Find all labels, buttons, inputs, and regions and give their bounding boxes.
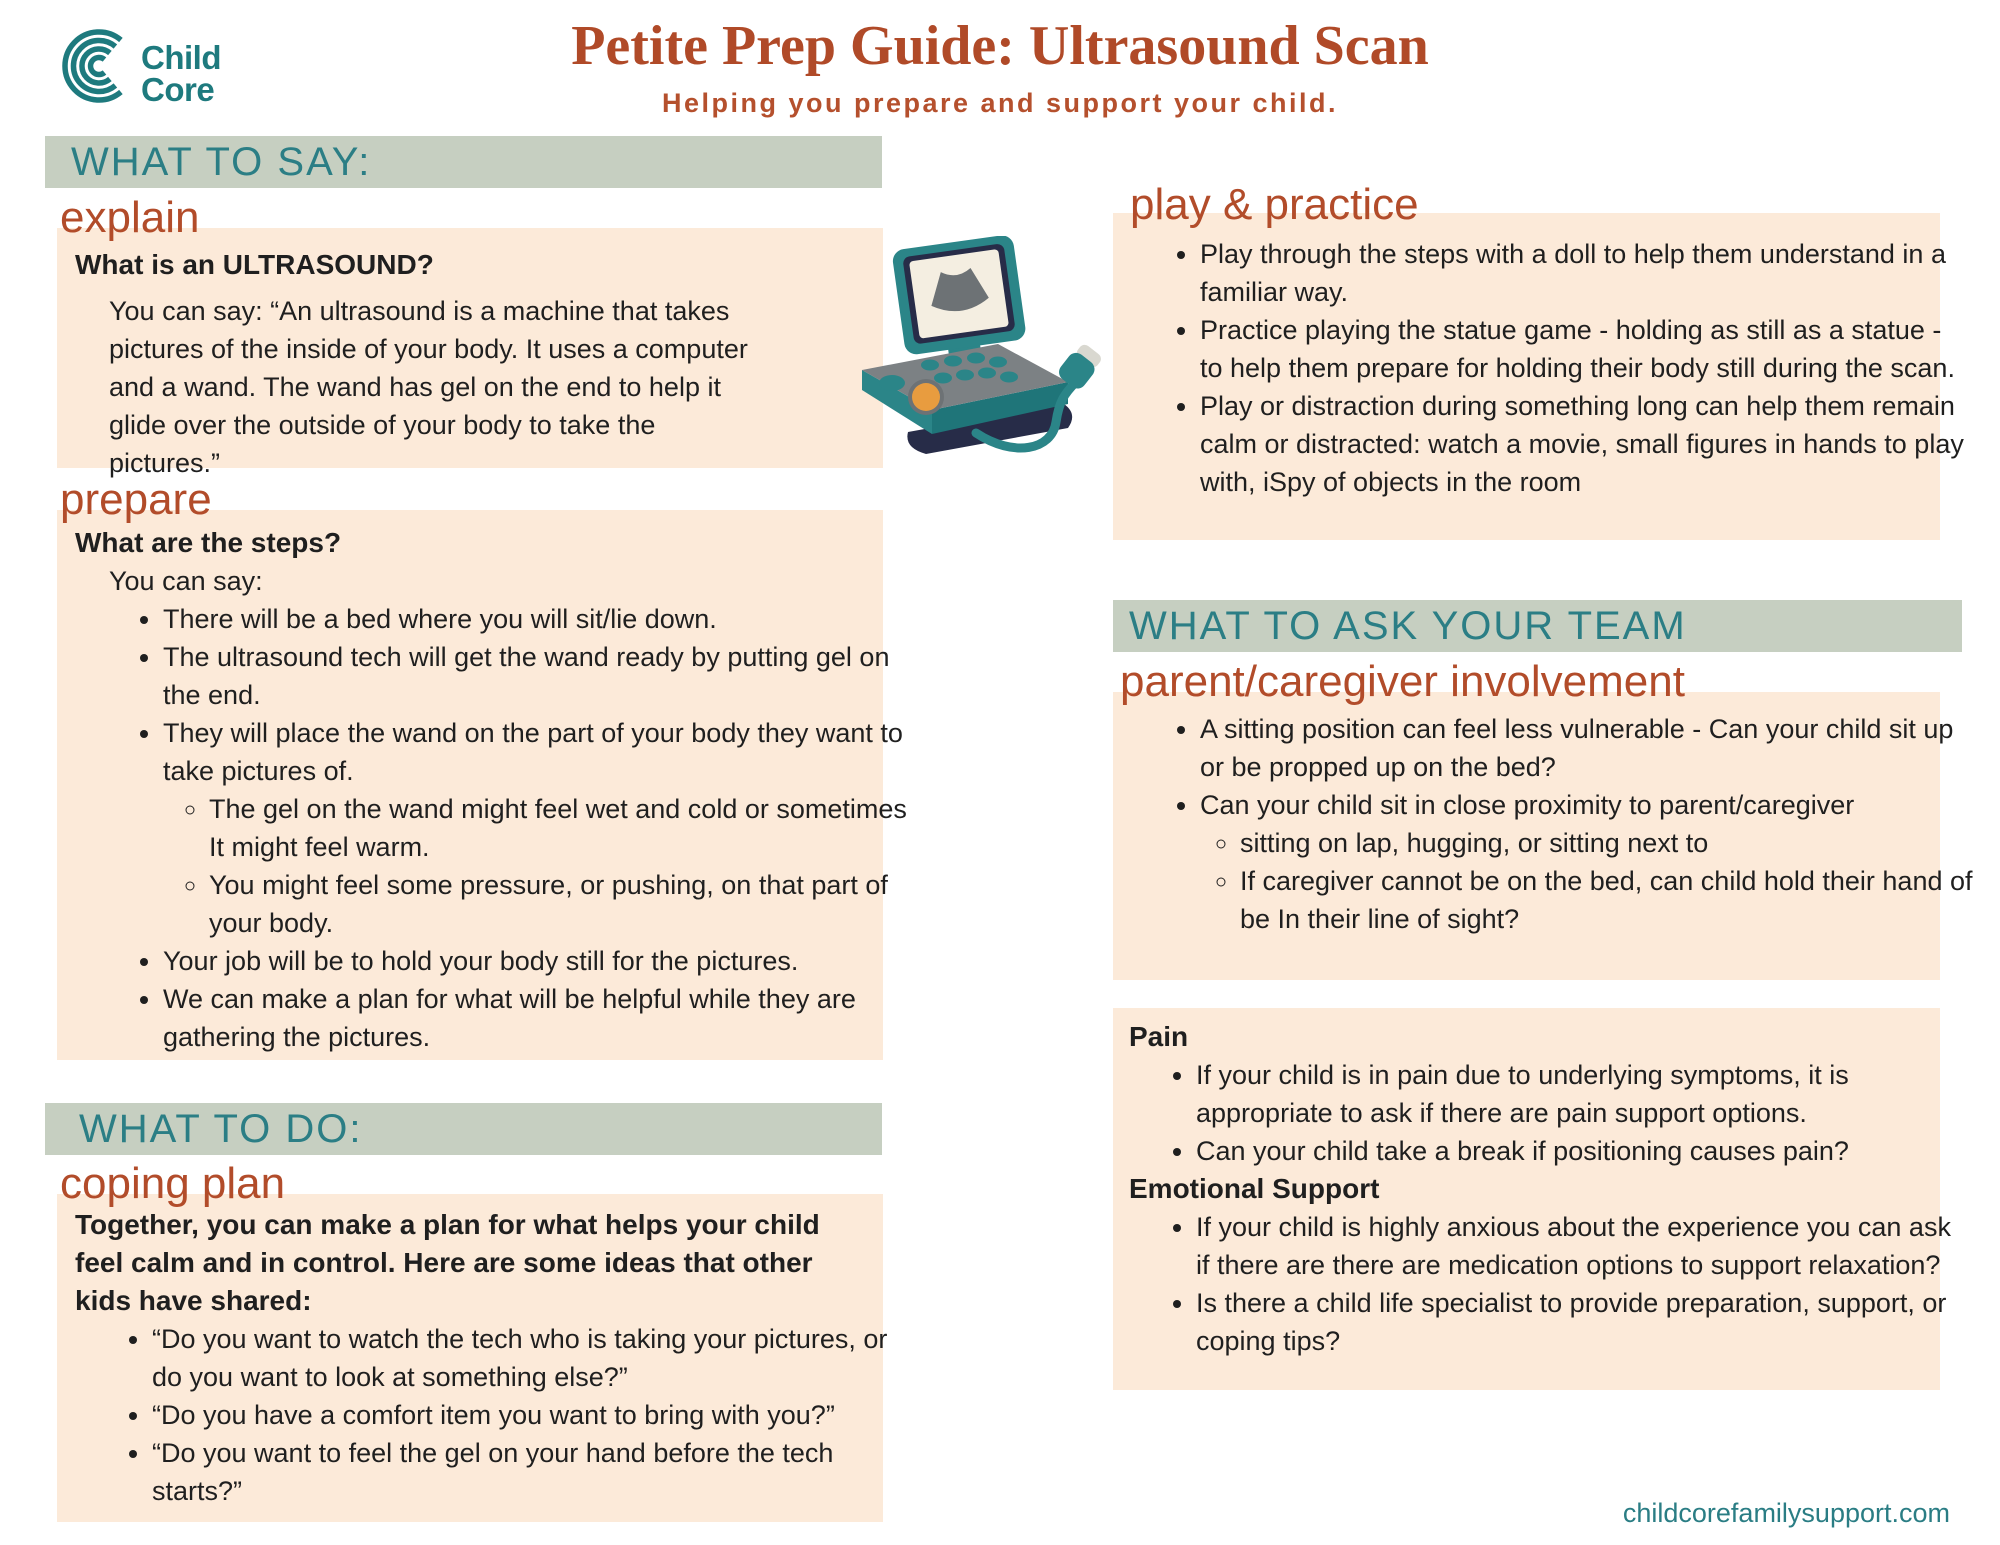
list-item: ◦ The gel on the wand might feel wet and cold or sometimes It might feel warm.	[209, 790, 908, 866]
list-item: ◦ You might feel some pressure, or pushing, on that part of your body.	[209, 866, 908, 942]
list-item: • Your job will be to hold your body still for the pictures.	[163, 942, 908, 980]
involvement-heading: parent/caregiver involvement	[1120, 657, 1685, 706]
prepare-heading: prepare	[60, 475, 212, 524]
explain-heading: explain	[60, 193, 200, 242]
explain-panel	[57, 228, 883, 478]
emotional-support-list	[1129, 1208, 1971, 1360]
list-item: • Is there a child life specialist to provide preparation, support, or coping tips?	[1196, 1284, 1971, 1360]
section-bar-what-to-do: WHAT TO DO:	[45, 1103, 882, 1155]
list-item: • “Do you want to watch the tech who is taking your pictures, or do you want to look at something else?”	[152, 1320, 892, 1396]
pain-label: Pain	[1129, 1021, 1189, 1052]
play-practice-panel	[1113, 213, 1964, 540]
list-item: • “Do you have a comfort item you want to bring with you?”	[152, 1396, 892, 1434]
list-item-text: They will place the wand on the part of your body they want to take pictures of.	[163, 718, 903, 786]
list-item: • We can make a plan for what will be helpful while they are gathering the pictures.	[163, 980, 908, 1056]
ultrasound-machine-illustration	[846, 236, 1120, 464]
list-item-text: Can your child sit in close proximity to parent/caregiver	[1200, 790, 1855, 820]
prepare-steps-list	[75, 600, 908, 1056]
list-item: • A sitting position can feel less vulnerable - Can your child sit up or be propped up on the bed?	[1200, 710, 1980, 786]
list-item: • Practice playing the statue game - holding as still as a statue - to help them prepare for holding their body still during the scan.	[1200, 311, 1970, 387]
prepare-question-label: What are the steps?	[75, 527, 342, 558]
logo-text-line2: Core	[141, 71, 215, 108]
childcore-logo	[55, 24, 275, 112]
explain-body: You can say: “An ultrasound is a machine that takes pictures of the inside of your body. It uses a computer and a wand. The wand has gel on the end to help it glide over the outside of your body to take the pictures.”	[109, 296, 748, 478]
list-item: • Can your child take a break if positioning causes pain?	[1196, 1132, 1971, 1170]
involvement-list	[1133, 710, 1980, 938]
emotional-support-label: Emotional Support	[1129, 1173, 1380, 1204]
prepare-intro: You can say:	[109, 566, 263, 596]
coping-ideas-list	[75, 1320, 892, 1510]
section-bar-what-to-say: WHAT TO SAY:	[45, 136, 882, 188]
play-practice-heading: play & practice	[1130, 180, 1419, 229]
list-item: ◦ sitting on lap, hugging, or sitting next to	[1240, 824, 1980, 862]
page-subtitle: Helping you prepare and support your child.	[661, 88, 1339, 118]
list-item: • There will be a bed where you will sit/lie down.	[163, 600, 908, 638]
prepare-panel	[57, 510, 907, 1060]
coping-plan-heading: coping plan	[60, 1159, 286, 1208]
website-link[interactable]: childcorefamilysupport.com	[1622, 1498, 1950, 1528]
page-title: Petite Prep Guide: Ultrasound Scan	[571, 15, 1429, 77]
section-bar-what-to-ask: WHAT TO ASK YOUR TEAM	[1113, 600, 1962, 652]
logo-text-line1: Child	[141, 39, 221, 76]
involvement-panel	[1113, 692, 1973, 980]
list-item	[1200, 786, 1980, 938]
list-item: • Play or distraction during something long can help them remain calm or distracted: watch a movie, small figures in hands to play with, iSpy of objects in the room	[1200, 387, 1970, 501]
trackball	[912, 383, 940, 411]
childcore-logo-mark	[65, 32, 121, 100]
list-item: ◦ If caregiver cannot be on the bed, can child hold their hand of be In their line of sight?	[1240, 862, 1980, 938]
play-practice-list	[1133, 235, 1970, 501]
coping-plan-panel	[57, 1194, 888, 1522]
involvement-sublist	[1200, 824, 1980, 938]
explain-question-label: What is an ULTRASOUND?	[75, 249, 434, 280]
list-item: • If your child is in pain due to underlying symptoms, it is appropriate to ask if there are pain support options.	[1196, 1056, 1971, 1132]
list-item: • “Do you want to feel the gel on your hand before the tech starts?”	[152, 1434, 892, 1510]
pain-list	[1129, 1056, 1971, 1170]
prepare-substeps-list	[163, 790, 908, 942]
list-item: • If your child is highly anxious about the experience you can ask if there are there are medication options to support relaxation?	[1196, 1208, 1971, 1284]
monitor	[891, 236, 1027, 356]
list-item: • The ultrasound tech will get the wand ready by putting gel on the end.	[163, 638, 908, 714]
support-panel	[1113, 1008, 1951, 1390]
coping-intro: Together, you can make a plan for what helps your child feel calm and in control. Here are some ideas that other kids have shared:	[75, 1209, 820, 1316]
list-item: • Play through the steps with a doll to help them understand in a familiar way.	[1200, 235, 1970, 311]
list-item	[163, 714, 908, 942]
